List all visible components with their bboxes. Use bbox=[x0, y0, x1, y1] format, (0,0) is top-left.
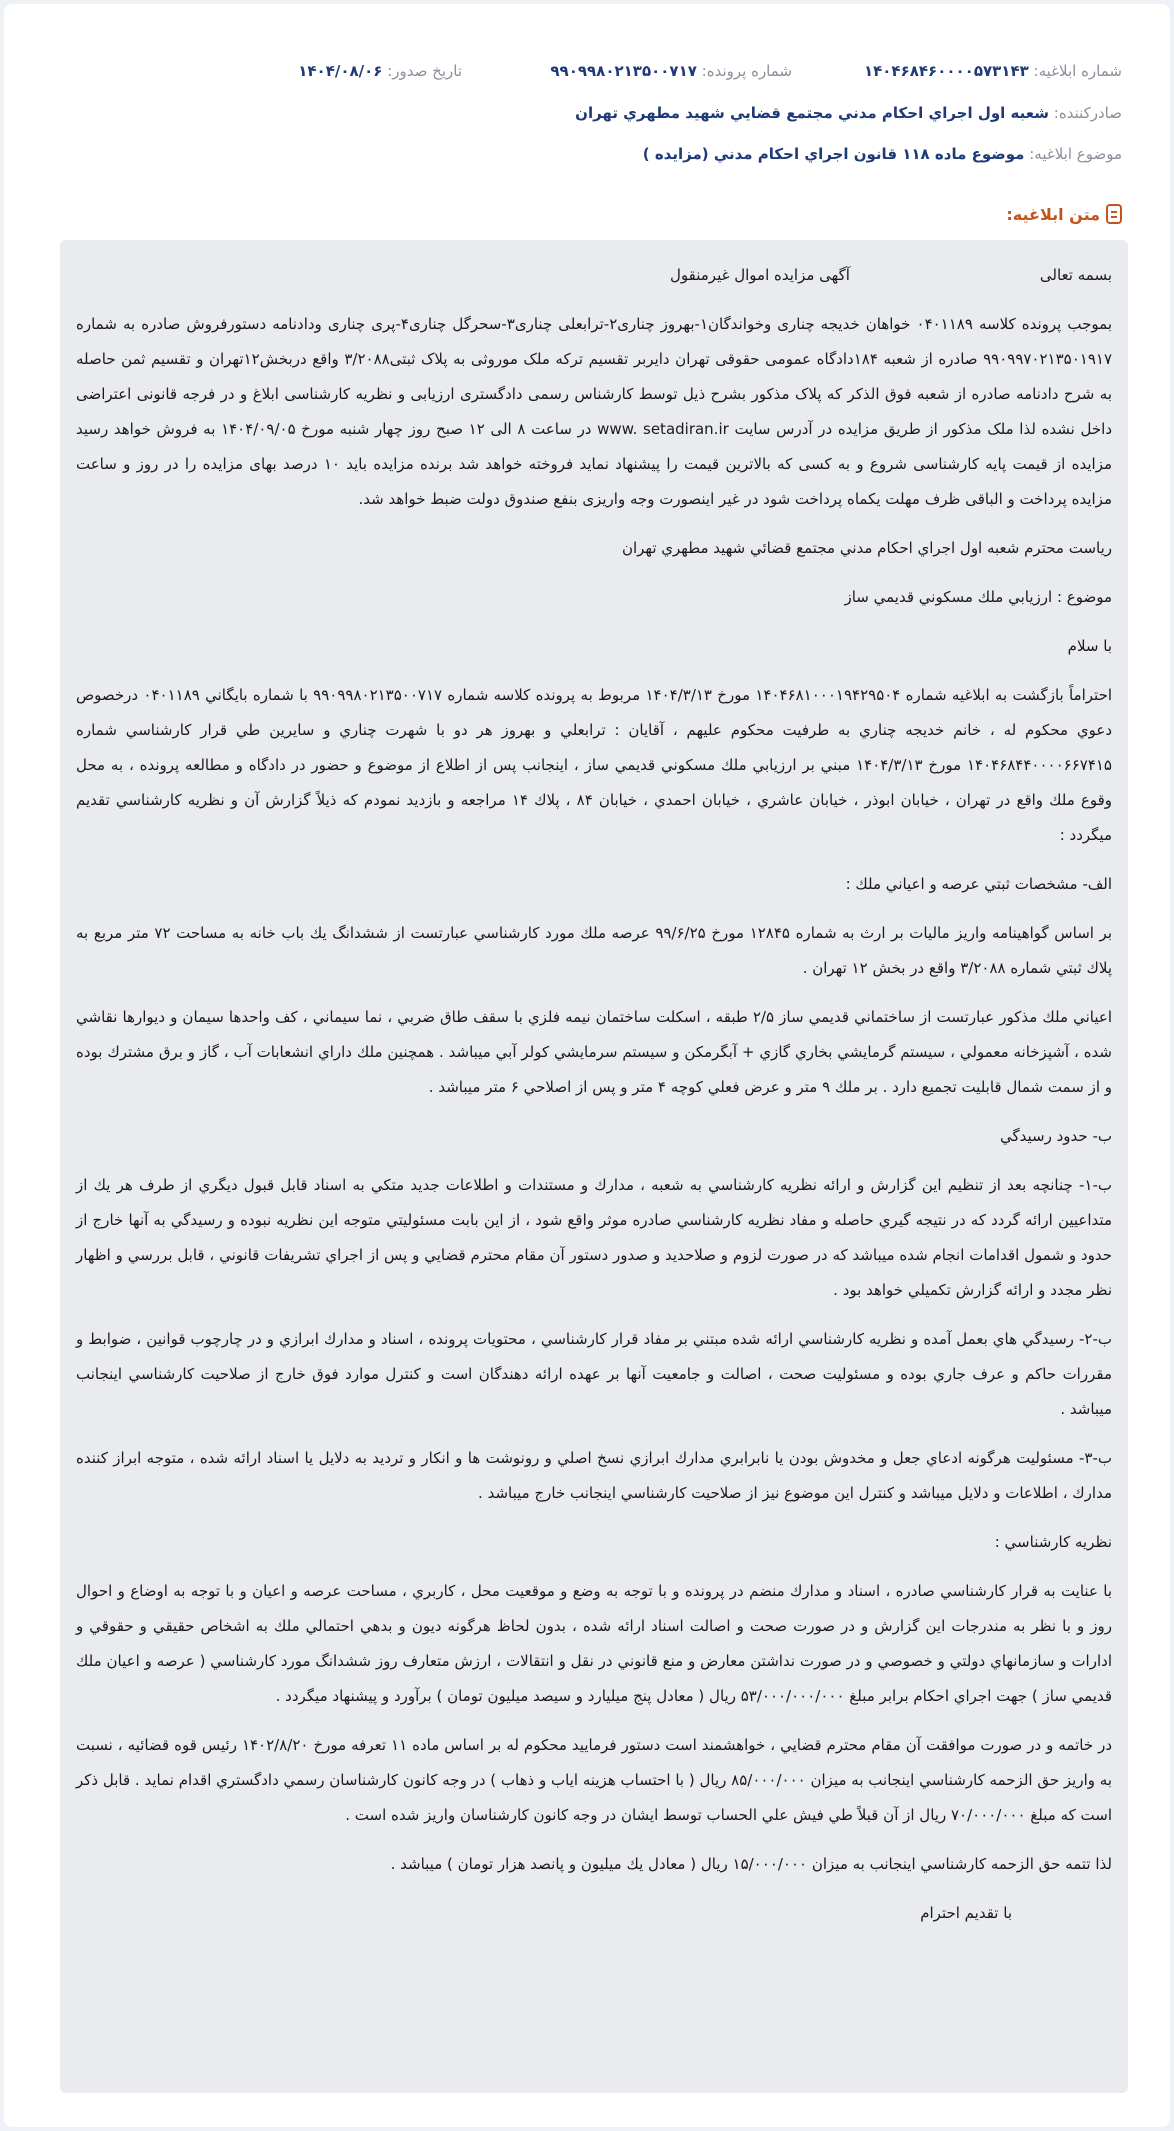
subject-value: موضوع ماده ۱۱۸ قانون اجراي احكام مدني (مزايده ) bbox=[642, 145, 1025, 163]
section-title-text: متن ابلاغیه: bbox=[1006, 204, 1100, 224]
case-number-value: ۹۹۰۹۹۸۰۲۱۳۵۰۰۷۱۷ bbox=[550, 62, 697, 80]
paragraph: نظريه كارشناسي : bbox=[994, 1533, 1112, 1551]
case-number bbox=[462, 62, 792, 80]
paragraph: اعياني ملك مذكور عبارتست از ساختماني قديمي ساز ۲/۵ طبقه ، اسكلت ساختمان نيمه فلزي با سقف طاق ضربي ، نما سيماني ، كف واحدها سيمان و ديوارها نقاشي شده ، آشپزخانه معمولي ، سيستم گرمايشي بخاري گازي + آبگرمكن و سيستم سرمايشي كولر آبي ميباشد . همچنين ملك داراي انشعابات آب ، گاز و برق مشترك بوده و از سمت شمال قابليت تجميع دارد . بر ملك ۹ متر و عرض فعلي كوچه ۴ متر و پس از اصلاحي ۶ متر ميباشد . bbox=[76, 1008, 1112, 1096]
meta-row-numbers bbox=[52, 62, 1122, 80]
closing: با تقديم احترام bbox=[920, 1904, 1012, 1922]
paragraph: ب-۳- مسئوليت هرگونه ادعاي جعل و مخدوش بودن يا نابرابري مدارك ابرازي نسخ اصلي و رونوشت ها و انكار و ترديد به دلايل يا اسناد ارائه شده ، متوجه ابراز كننده مدارك ، اطلاعات و دلايل ميباشد و كنترل اين موضوع نيز از صلاحيت كارشناسي اينجانب خارج ميباشد . bbox=[76, 1449, 1112, 1502]
notice-number-value: ۱۴۰۴۶۸۴۶۰۰۰۰۵۷۳۱۴۳ bbox=[863, 62, 1029, 80]
paragraph: الف- مشخصات ثبتي عرصه و اعياني ملك : bbox=[845, 875, 1112, 893]
paragraph: احتراماً بازگشت به ابلاغيه شماره ۱۴۰۴۶۸۱۰۰۰۱۹۴۲۹۵۰۴ مورخ ۱۴۰۴/۳/۱۳ مربوط به پرونده كلاسه شماره ۹۹۰۹۹۸۰۲۱۳۵۰۰۷۱۷ با شماره بايگاني ۰۴۰۱۱۸۹ درخصوص دعوي محكوم له ، خانم خديجه چناري به طرفيت محكوم عليهم ، آقايان : ترابعلي و بهروز هر دو با شهرت چناري و سايرين طي قرار كارشناسي شماره ۱۴۰۴۶۸۴۴۰۰۰۰۶۶۷۴۱۵ مورخ ۱۴۰۴/۳/۱۳ مبني بر ارزيابي ملك مسكوني قديمي ساز ، اينجانب پس از اطلاع از موضوع و حضور در دادگاه و مطالعه پرونده ، به محل وقوع ملك واقع در تهران ، خيابان ابوذر ، خيابان عاشري ، خيابان احمدي ، خيابان ۸۴ ، پلاك ۱۴ مراجعه و بازديد نمودم كه ذيلاً گزارش آن و نظريه كارشناسي تقديم ميگردد : bbox=[76, 686, 1113, 844]
paragraph: با سلام bbox=[1067, 637, 1112, 655]
paragraph: موضوع : ارزيابي ملك مسكوني قديمي ساز bbox=[844, 588, 1112, 606]
issuer-value: شعبه اول اجراي احكام مدني مجتمع قضايي شهيد مطهري تهران bbox=[575, 104, 1049, 122]
title-line bbox=[76, 258, 1112, 293]
paragraph: لذا تتمه حق الزحمه كارشناسي اينجانب به ميزان ۱۵/۰۰۰/۰۰۰ ريال ( معادل يك ميليون و پانصد هزار تومان ) ميباشد . bbox=[390, 1855, 1112, 1873]
notice-number bbox=[792, 62, 1122, 80]
paragraph: ب-۲- رسيدگي هاي بعمل آمده و نظريه كارشناسي ارائه شده مبتني بر مفاد قرار كارشناسي ، محتويات پرونده ، اسناد و مدارك ابرازي و در چارچوب قوانين ، ضوابط و مقررات حاكم و عرف جاري بوده و مسئوليت صحت ، اصالت و جامعيت آنها بر عهده ارائه دهندگان است و كنترل موارد فوق خارج از صلاحيت كارشناسي اينجانب ميباشد . bbox=[76, 1330, 1112, 1418]
issue-date-value: ۱۴۰۴/۰۸/۰۶ bbox=[298, 62, 383, 80]
paragraph: در خاتمه و در صورت موافقت آن مقام محترم قضايي ، خواهشمند است دستور فرماييد محكوم له بر اساس ماده ۱۱ تعرفه مورخ ۱۴۰۲/۸/۲۰ رئيس قوه قضائيه ، نسبت به واريز حق الزحمه كارشناسي اينجانب به ميزان ۸۵/۰۰۰/۰۰۰ ريال ( با احتساب هزينه اياب و ذهاب ) در وجه كانون كارشناسان رسمي دادگستري اقدام نمايد . قابل ذكر است كه مبلغ ۷۰/۰۰۰/۰۰۰ ريال از آن قبلاً طي فيش علي الحساب توسط ايشان در وجه كانون كارشناسان واريز شده است . bbox=[76, 1736, 1113, 1824]
paragraph: بر اساس گواهينامه واريز ماليات بر ارث به شماره ۱۲۸۴۵ مورخ ۹۹/۶/۲۵ عرصه ملك مورد كارشناسي عبارتست از ششدانگ يك باب خانه به مساحت ۷۲ متر مربع به پلاك ثبتي شماره ۳/۲۰۸۸ واقع در بخش ۱۲ تهران . bbox=[76, 924, 1113, 977]
subject-label: موضوع ابلاغیه: bbox=[1029, 145, 1122, 163]
issue-date-label: تاریخ صدور: bbox=[387, 62, 462, 80]
paragraph: رياست محترم شعبه اول اجراي احكام مدني مجتمع قضائي شهيد مطهري تهران bbox=[621, 539, 1112, 557]
note-icon bbox=[1106, 204, 1122, 224]
issuer-label: صادرکننده: bbox=[1053, 104, 1122, 122]
section-title bbox=[1006, 204, 1122, 224]
ad-title: آگهی مزایده اموال غیرمنقول bbox=[670, 266, 850, 284]
notice-number-label: شماره ابلاغیه: bbox=[1033, 62, 1122, 80]
paragraph: با عنايت به قرار كارشناسي صادره ، اسناد و مدارك منضم در پرونده و با توجه به وضع و موقعيت محل ، كاربري ، مساحت عرصه و اعيان و با توجه به اوضاع و احوال روز و با نظر به مندرجات اين گزارش و در صورت صحت و اصالت اسناد ارائه شده ، بدون لحاظ هرگونه ديون و بدهي احتمالي ملك به اشخاص حقيقي و حقوقي و ادارات و سازمانهاي دولتي و خصوصي و در صورت نداشتن معارض و منع قانوني در نقل و انتقالات ، ارزش متعارف روز ششدانگ مورد كارشناسي ( عرصه و اعيان ملك قديمي ساز ) جهت اجراي احكام برابر مبلغ ۵۳/۰۰۰/۰۰۰/۰۰۰ ريال ( معادل پنج ميليارد و سيصد ميليون تومان ) برآورد و پيشنهاد ميگردد . bbox=[76, 1582, 1112, 1705]
notice-body bbox=[60, 240, 1128, 2093]
case-number-label: شماره پرونده: bbox=[701, 62, 792, 80]
subject bbox=[643, 145, 1122, 163]
paragraph: ب-۱- چنانچه بعد از تنظيم اين گزارش و ارائه نظريه كارشناسي به شعبه ، مدارك و مستندات و اطلاعات جديد متكي به اسناد قابل قبول ديگري از طرف هر يك از متداعيين ارائه گردد كه در نتيجه گيري حاصله و مفاد نظريه كارشناسي صادره موثر واقع شود ، از اين بابت مسئوليتي متوجه اين نظريه نبوده و رسيدگي به آنها خارج از حدود و شمول اقدامات انجام شده ميباشد كه در صورت لزوم و صلاحديد و صدور دستور آن مقام محترم قضايي و پس از اجراي تشريفات قانوني ، قابل بررسي و اظهار نظر مجدد و ارائه گزارش تكميلي خواهد بود . bbox=[76, 1176, 1112, 1299]
issuer bbox=[575, 104, 1122, 122]
paragraph: ب- حدود رسيدگي bbox=[1000, 1127, 1112, 1145]
issue-date bbox=[132, 62, 462, 80]
paragraph: بموجب پرونده کلاسه ۰۴۰۱۱۸۹ خواهان خدیجه چناری وخواندگان۱-بهروز چناری۲-ترابعلی چناری۳-سحرگل چناری۴-پری چناری ودادنامه دستورفروش صادره به شماره ۹۹۰۹۹۷۰۲۱۳۵۰۱۹۱۷ صادره از شعبه ۱۸۴دادگاه عمومی حقوقی تهران دایربر تقسیم ترکه ملک موروثی به پلاک ثبتی۳/۲۰۸۸ واقع دربخش۱۲تهران و تقسیم ثمن حاصله به شرح دادنامه صادره از شعبه فوق الذکر که پلاک مذکور بشرح ذیل توسط کارشناس رسمی دادگستری ارزیابی و نظریه کارشناسی ابلاغ و در فرجه قانونی اعتراضی داخل نشده لذا ملک مذکور از طریق مزایده در آدرس سایت www. setadiran.ir در ساعت ۸ الی ۱۲ صبح روز چهار شنبه مورخ ۱۴۰۴/۰۹/۰۵ به فروش خواهد رسید مزایده از قیمت پایه کارشناسی شروع و به کسی که بالاترین قیمت را پیشنهاد نماید فروخته خواهد شد برنده مزایده باید ۱۰ درصد بهای مزایده را در روز و ساعت مزایده پرداخت و الباقی ظرف مهلت یکماه پرداخت شود در غیر اینصورت وجه واریزی بنفع صندوق دولت ضبط خواهد شد. bbox=[76, 315, 1112, 508]
salutation: بسمه تعالی bbox=[1039, 266, 1112, 284]
